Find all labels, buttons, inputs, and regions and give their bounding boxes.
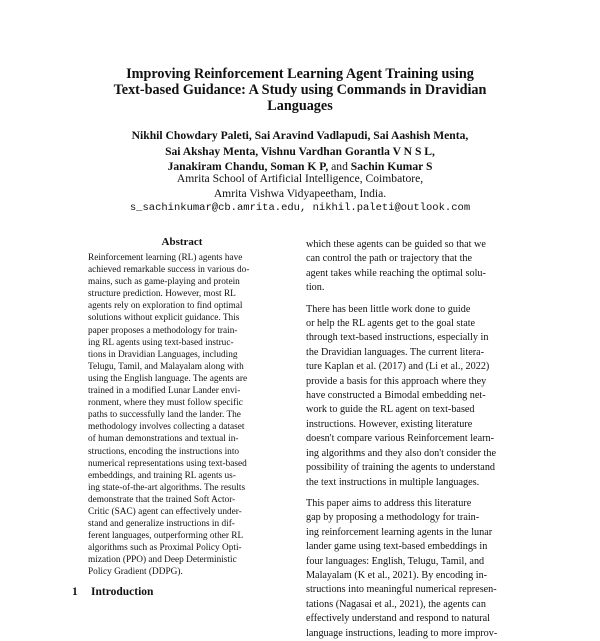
abstract-line: Telugu, Tamil, and Malayalam along with: [88, 361, 244, 372]
abstract-line: Critic (SAC) agent can effectively under-: [88, 506, 242, 517]
abstract-body: [88, 252, 276, 579]
body-line: ing algorithms and they also don't consider the: [306, 447, 496, 459]
title-line: Text-based Guidance: A Study using Commands in Dravidian: [113, 82, 487, 98]
abstract-line: numerical representations using text-based: [88, 458, 247, 469]
author-line: Sai Akshay Menta, Vishnu Vardhan Gorantla V N S L,: [165, 144, 435, 158]
body-line: agent takes while reaching the optimal solu-: [306, 267, 486, 279]
affiliation-line: Amrita Vishwa Vidyapeetham, India.: [213, 186, 387, 200]
paragraph-gap: [306, 296, 534, 303]
right-column-body: [306, 238, 534, 641]
author-line: Nikhil Chowdary Paleti, Sai Aravind Vadlapudi, Sai Aashish Menta,: [131, 129, 469, 142]
abstract-line: Policy Gradient (DDPG).: [88, 567, 183, 578]
abstract-line: mization (PPO) and Deep Deterministic: [88, 555, 237, 566]
body-line: effectively understand and respond to natural: [306, 613, 490, 625]
abstract-line: solutions without explicit guidance. This: [88, 313, 240, 324]
body-line: four languages: English, Telugu, Tamil, and: [306, 555, 485, 567]
section-heading: [72, 586, 153, 598]
body-line: work to guide the RL agent on text-based: [306, 404, 475, 416]
abstract-line: stand and generalize instructions in dif-: [88, 519, 235, 530]
abstract-line: demonstrate that the trained Soft Actor-: [88, 494, 236, 505]
author-names: Janakiram Chandu, Soman K P,: [167, 160, 329, 173]
body-line: language instructions, leading to more improv-: [306, 627, 498, 639]
body-line: through text-based instructions, especially in: [306, 332, 489, 344]
body-line: or help the RL agents get to the goal state: [306, 318, 476, 330]
abstract-line: Reinforcement learning (RL) agents have: [88, 253, 243, 263]
abstract-line: algorithms such as Proximal Policy Opti-: [88, 543, 242, 554]
abstract-line: using the English language. The agents are: [88, 373, 248, 384]
title-line: Languages: [267, 98, 333, 114]
abstract-line: methodology involves collecting a dataset: [88, 422, 245, 433]
body-line: This paper aims to address this literature: [306, 497, 472, 509]
author-emails: s_sachinkumar@cb.amrita.edu, nikhil.paleti@outlook.com: [129, 202, 471, 214]
author-name: Sachin Kumar S: [350, 160, 433, 173]
abstract-line: ferent languages, outperforming other RL: [88, 531, 244, 542]
body-line: the text instructions in multiple languages.: [306, 476, 480, 488]
body-line: the Dravidian languages. The current litera-: [306, 346, 485, 358]
body-line: structions into meaningful numerical represen-: [306, 584, 497, 596]
abstract-heading: Abstract: [161, 236, 203, 248]
abstract-line: embeddings, and training RL agents us-: [88, 470, 236, 481]
body-line: instructions. However, existing literature: [306, 418, 473, 430]
body-line: have constructed a Bimodal embedding net-: [306, 390, 486, 402]
body-line: possibility of training the agents to understand: [306, 462, 496, 474]
abstract-line: ing state-of-the-art algorithms. The results: [88, 482, 246, 493]
author-list: [40, 128, 560, 175]
abstract-line: paper proposes a methodology for train-: [88, 325, 238, 336]
body-line: There has been little work done to guide: [306, 303, 471, 315]
body-line: which these agents can be guided so that we: [306, 239, 486, 250]
body-line: can control the path or trajectory that the: [306, 253, 473, 265]
affiliation-line: Amrita School of Artificial Intelligence, Coimbatore,: [176, 172, 424, 185]
paper-title: [60, 66, 540, 114]
affiliation: [40, 172, 560, 216]
body-line: ture Kaplan et al. (2017) and (Li et al., 2022): [306, 361, 490, 373]
section-title: Introduction: [91, 586, 154, 598]
body-line: gap by proposing a methodology for train-: [306, 512, 480, 524]
paragraph-gap: [306, 490, 534, 497]
abstract-line: mains, such as game-playing and protein: [88, 277, 240, 288]
abstract-line: tions in Dravidian Languages, including: [88, 349, 238, 360]
body-line: doesn't compare various Reinforcement learn-: [306, 433, 494, 445]
abstract-line: agents rely on exploration to find optimal: [88, 301, 243, 312]
abstract-line: trained in a modified Lunar Lander envi-: [88, 386, 241, 397]
body-line: Malayalam (K et al., 2021). By encoding in-: [306, 569, 488, 581]
abstract-line: structions, encoding the instructions into: [88, 446, 240, 457]
abstract-line: structure prediction. However, most RL: [88, 289, 236, 300]
section-number: 1: [72, 586, 78, 598]
abstract-line: achieved remarkable success in various do-: [88, 265, 250, 276]
abstract-line: paths to successfully land the lander. The: [88, 410, 241, 421]
body-line: ing reinforcement learning agents in the lunar: [306, 526, 493, 538]
abstract-line: ing RL agents using text-based instruc-: [88, 337, 234, 348]
abstract-line: ronment, where they must follow specific: [88, 398, 243, 409]
body-line: tion.: [306, 282, 325, 294]
body-line: tations (Nagasai et al., 2021), the agents can: [306, 598, 486, 610]
author-conjunction: and: [331, 160, 348, 173]
body-line: lander game using text-based embeddings in: [306, 541, 488, 553]
title-line: Improving Reinforcement Learning Agent Training using: [126, 66, 474, 82]
abstract-line: of human demonstrations and textual in-: [88, 434, 239, 445]
body-line: provide a basis for this approach where they: [306, 375, 487, 387]
